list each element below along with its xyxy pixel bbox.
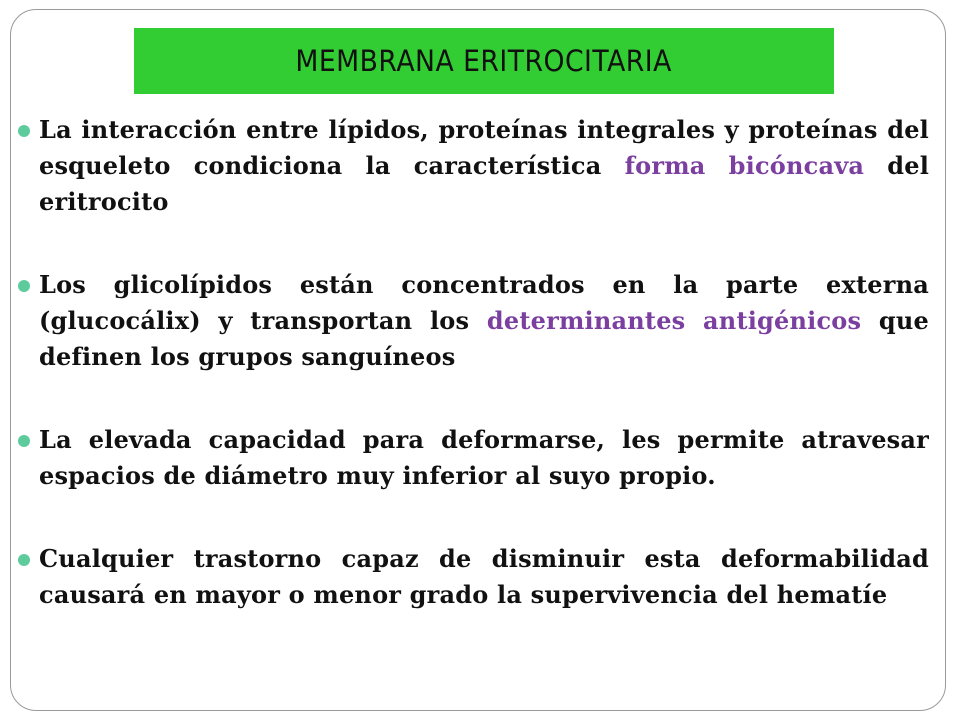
slide-title: MEMBRANA ERITROCITARIA [295, 44, 673, 78]
bullet-text-before: La interacción entre lípidos, proteínas integrales y proteínas del esqueleto condiciona la característica [39, 115, 929, 180]
title-banner [134, 28, 834, 94]
bullet-text [39, 422, 929, 494]
bullet-item [12, 541, 929, 613]
bullet-icon [18, 125, 30, 137]
bullet-list [12, 112, 929, 660]
bullet-highlight: forma bicóncava [624, 151, 865, 180]
bullet-text-before: Cualquier trastorno capaz de disminuir esta deformabilidad causará en mayor o menor grado la supervivencia del hematíe [39, 544, 929, 609]
bullet-icon [18, 280, 30, 292]
bullet-text-after: del eritrocito [39, 151, 930, 216]
bullet-text-after: que definen los grupos sanguíneos [39, 306, 930, 371]
bullet-icon [18, 435, 30, 447]
bullet-item [12, 267, 929, 375]
bullet-icon [18, 554, 30, 566]
bullet-item [12, 112, 929, 220]
bullet-text [39, 267, 929, 375]
bullet-item [12, 422, 929, 494]
bullet-text [39, 112, 929, 220]
bullet-text-before: Los glicolípidos están concentrados en la parte externa (glucocálix) y transportan los [39, 270, 929, 335]
bullet-highlight: determinantes antigénicos [486, 306, 862, 335]
bullet-text-before: La elevada capacidad para deformarse, les permite atravesar espacios de diámetro muy inferior al suyo propio. [39, 425, 929, 490]
bullet-text [39, 541, 929, 613]
